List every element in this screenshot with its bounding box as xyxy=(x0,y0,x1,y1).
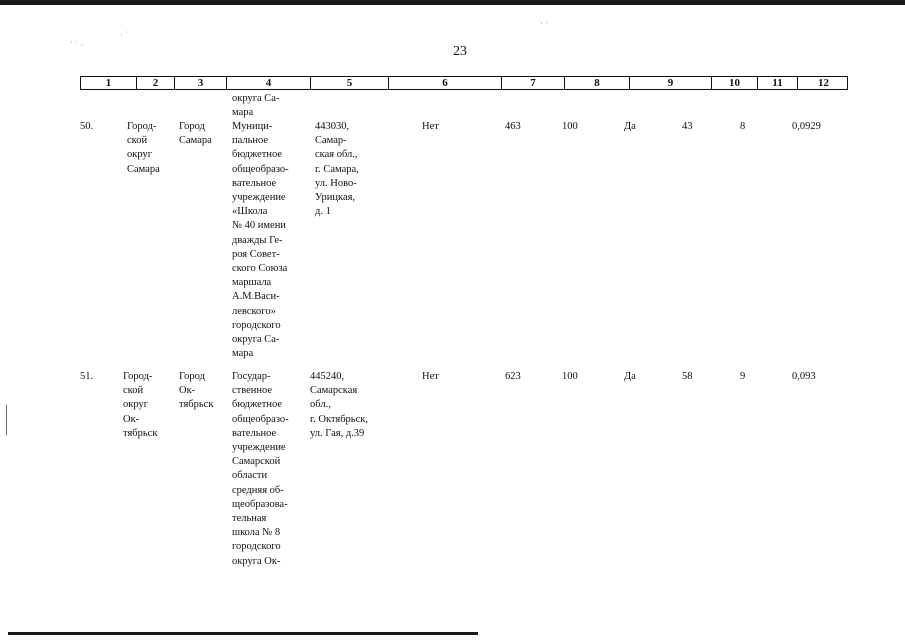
row-address: 445240, Самарская обл., г. Октябрьск, ул. Гая, д.39 xyxy=(310,371,368,439)
row-index: 50. xyxy=(80,121,94,132)
row-col12: 0,0929 xyxy=(792,121,821,132)
row-district: Город- ской округ Ок- тябрьск xyxy=(123,371,158,439)
row-col12: 0,093 xyxy=(792,371,816,382)
bottom-scan-border xyxy=(8,632,478,635)
scan-speck: · · xyxy=(540,18,549,28)
header-col-3: 3 xyxy=(175,77,227,89)
row-col7: 623 xyxy=(505,371,521,382)
header-col-8: 8 xyxy=(565,77,630,89)
header-col-1: 1 xyxy=(81,77,137,89)
row-col11: 9 xyxy=(740,371,746,382)
table-header-row xyxy=(80,76,848,90)
header-col-10: 10 xyxy=(712,77,758,89)
row-city: Город Ок- тябрьск xyxy=(179,371,214,411)
row-col8: 100 xyxy=(562,121,578,132)
row-district: Город- ской округ Самара xyxy=(127,121,160,175)
row-institution: Государ- ственное бюджетное общеобразо- вательное учреждение Самарской области средняя об- щеобразова- тельная школа № 8 городского округа Ок- xyxy=(232,371,289,567)
header-col-12: 12 xyxy=(818,77,829,89)
row-col10: 58 xyxy=(682,371,693,382)
row-col10: 43 xyxy=(682,121,693,132)
row-col9: Да xyxy=(624,371,636,382)
header-col-7: 7 xyxy=(502,77,565,89)
left-edge-scan-mark xyxy=(6,405,7,435)
header-col-6: 6 xyxy=(389,77,502,89)
row-col6: Нет xyxy=(422,121,439,132)
scan-speck: ˙ ˙ · xyxy=(70,40,84,50)
page-number: 23 xyxy=(453,44,467,59)
header-col-2: 2 xyxy=(137,77,175,89)
row-index: 51. xyxy=(80,371,94,382)
header-col-11: 11 xyxy=(758,77,798,89)
header-col-4: 4 xyxy=(227,77,311,89)
row-col8: 100 xyxy=(562,371,578,382)
row-city: Город Самара xyxy=(179,121,212,147)
row-col7: 463 xyxy=(505,121,521,132)
row-address: 443030, Самар- ская обл., г. Самара, ул. Ново- Урицкая, д. 1 xyxy=(315,121,359,218)
scan-speck: · ˙ xyxy=(120,30,129,40)
top-scan-border xyxy=(0,0,905,5)
header-col-5: 5 xyxy=(311,77,389,89)
continuation-text: округа Са- мара xyxy=(232,93,280,119)
row-col11: 8 xyxy=(740,121,746,132)
row-col9: Да xyxy=(624,121,636,132)
row-institution: Муници- пальное бюджетное общеобразо- вательное учреждение «Школа № 40 имени дважды Ге- роя Совет- ского Союза маршала А.М.Васи- левского» городского округа Са- мара xyxy=(232,121,289,360)
row-col6: Нет xyxy=(422,371,439,382)
header-col-9: 9 xyxy=(630,77,712,89)
